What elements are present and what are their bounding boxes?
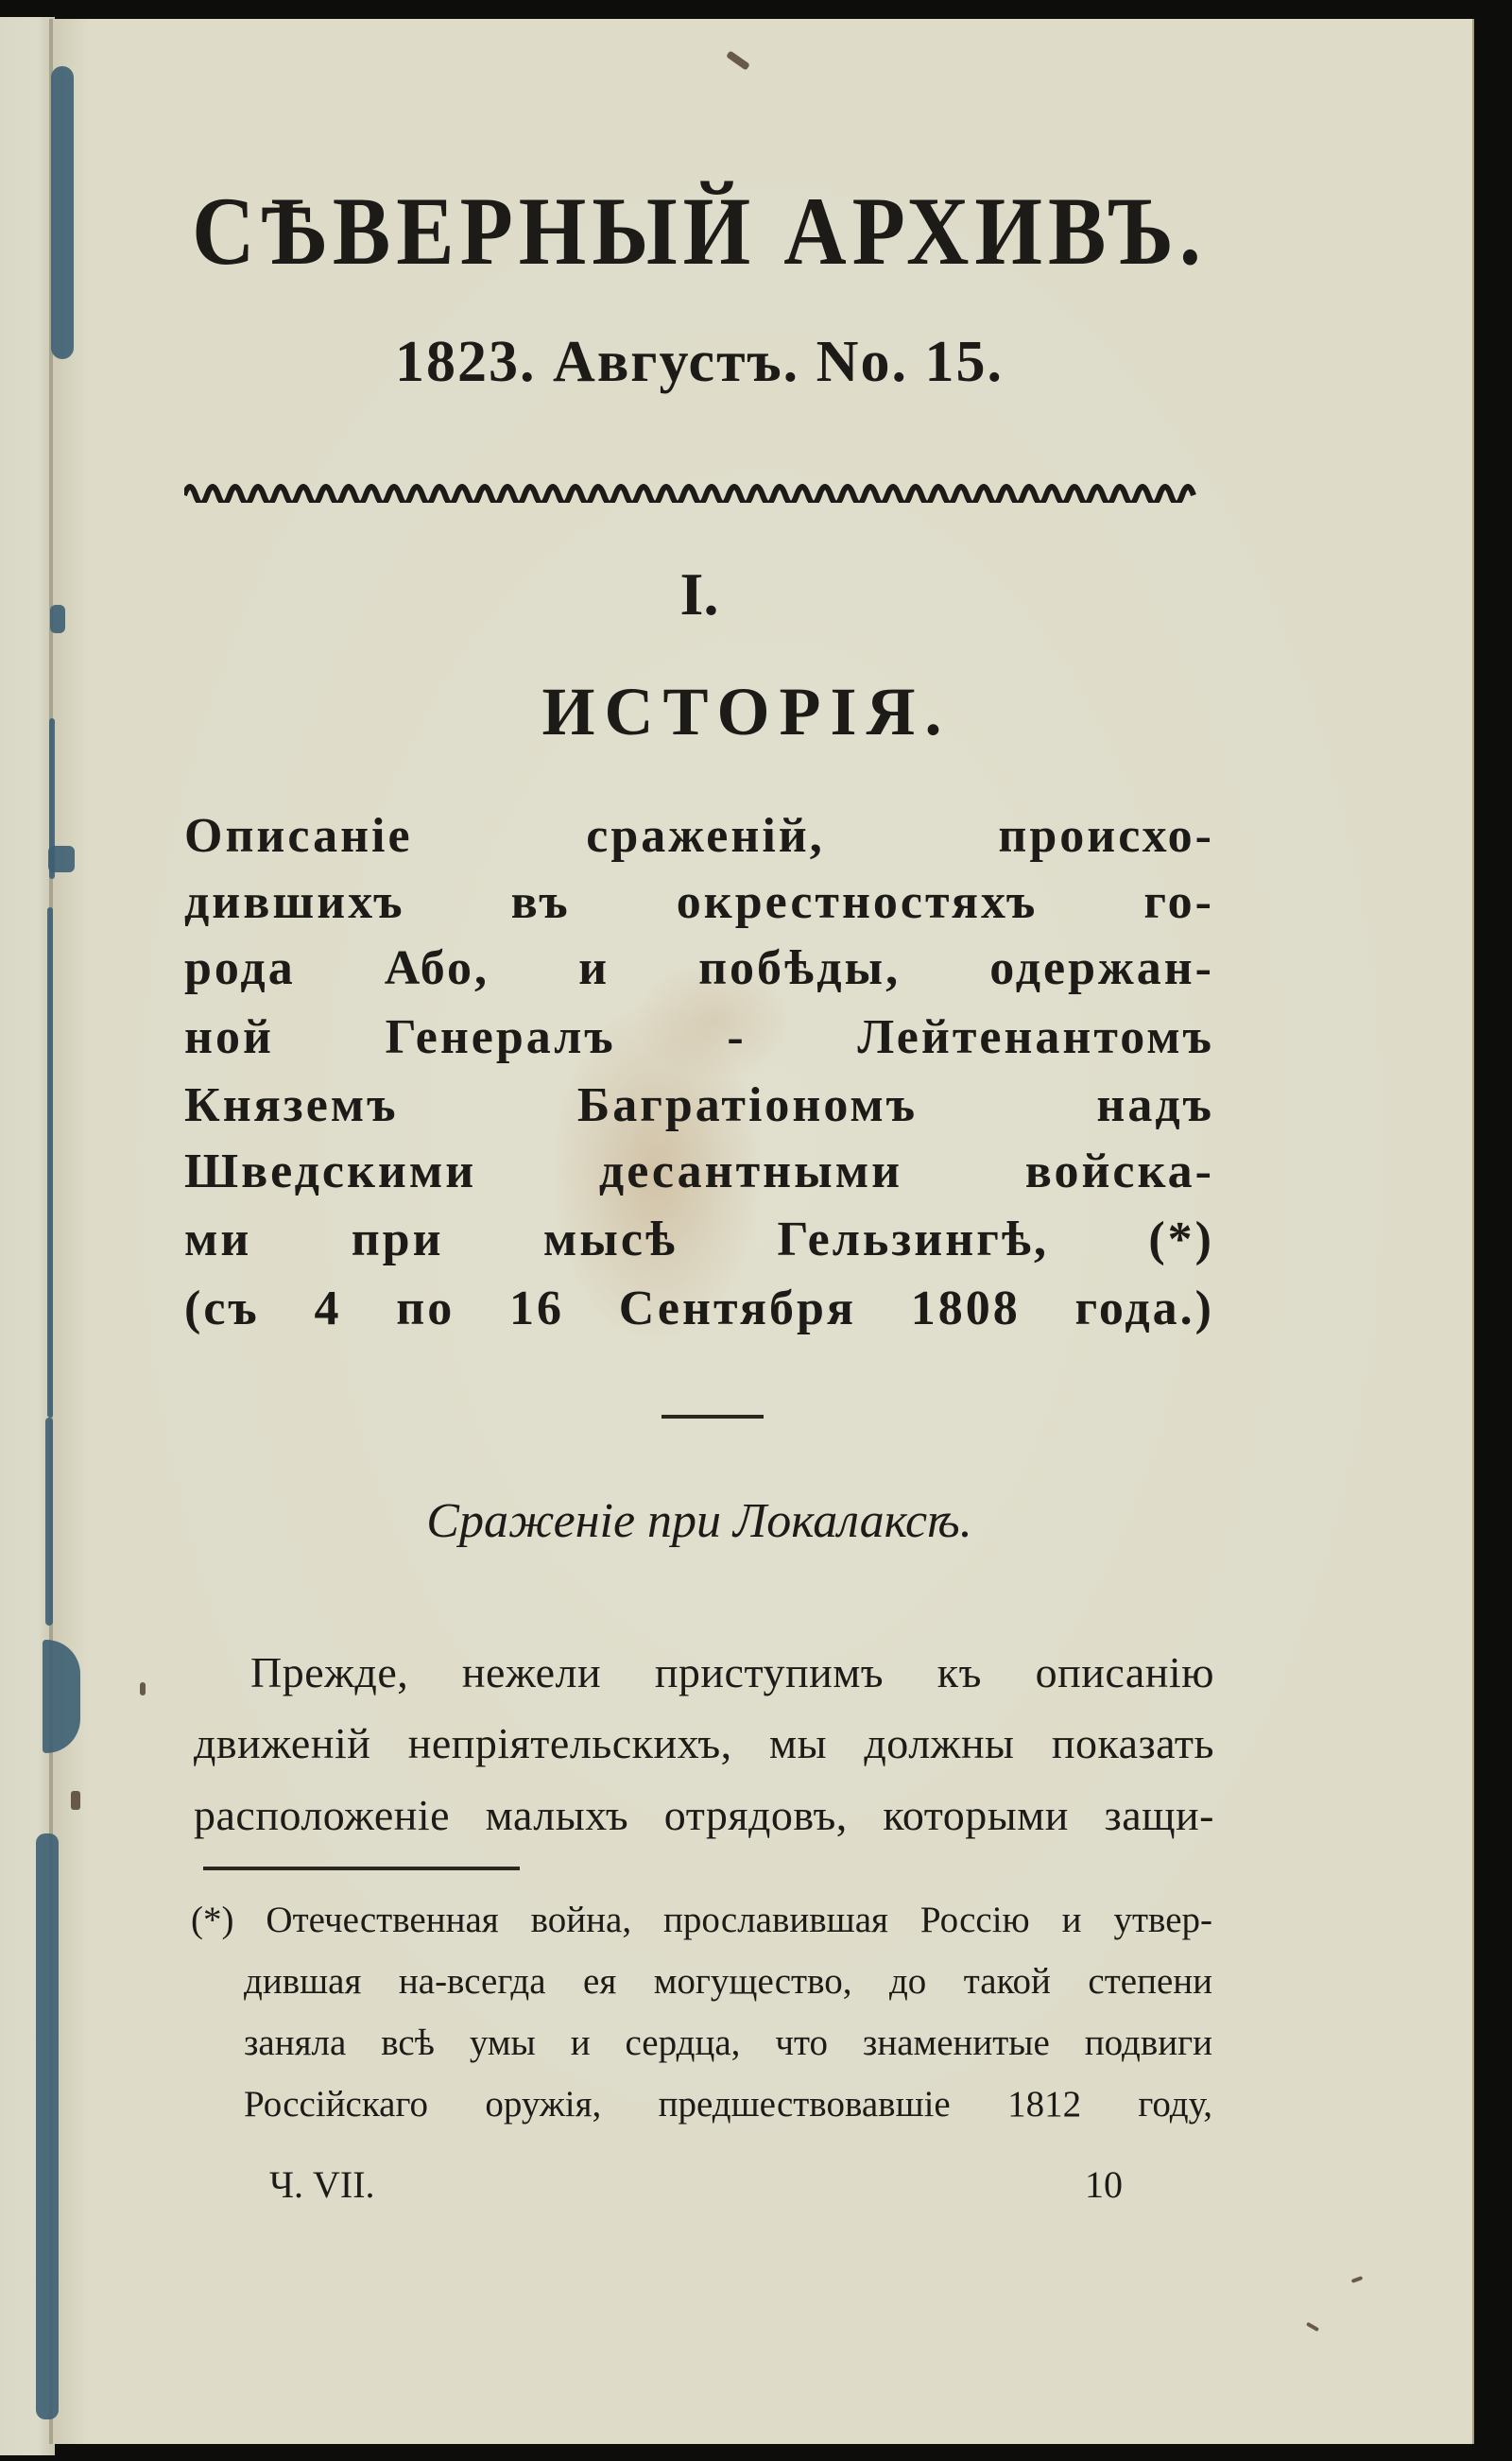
ornamental-wavy-rule — [184, 474, 1197, 503]
article-title-line: ной Генералъ - Лейтенантомъ — [184, 1010, 1214, 1064]
section-number: I. — [679, 560, 719, 628]
footnote-rule — [203, 1867, 520, 1870]
binding-stain — [48, 846, 75, 872]
article-title-line: дившихъ въ окрестностяхъ го- — [184, 875, 1214, 929]
signature-mark: Ч. VII. — [269, 2163, 375, 2206]
binding-stain — [50, 605, 65, 633]
issue-line: 1823. Августъ. No. 15. — [395, 330, 1004, 394]
body-line: расположеніе малыхъ отрядовъ, которыми защи- — [194, 1791, 1214, 1839]
article-title-line: ми при мысѣ Гельзингѣ, (*) — [184, 1213, 1214, 1266]
footnote-line: заняла всѣ умы и сердца, что знаменитые подвиги — [244, 2022, 1212, 2063]
binding-stain — [43, 1640, 80, 1753]
footnote-line: Россійскаго оружія, предшествовавшіе 1812 году, — [244, 2084, 1212, 2125]
footnote-line: (*) Отечественная война, прославившая Россію и утвер- — [191, 1900, 1212, 1940]
paper-speck — [71, 1791, 80, 1810]
sheet-number: 10 — [1085, 2163, 1123, 2206]
section-title: ИСТОРІЯ. — [541, 674, 952, 749]
article-title-line: Княземъ Багратіономъ надъ — [184, 1078, 1214, 1132]
article-title-line: рода Або, и побѣды, одержан- — [184, 941, 1214, 995]
binding-stain — [51, 66, 74, 359]
journal-title: СѢВЕРНЫЙ АРХИВЪ. — [192, 177, 1207, 285]
section-divider-rule — [662, 1415, 764, 1419]
binding-stain — [45, 1418, 53, 1626]
footnote-line: дившая на-всегда ея могущество, до такой степени — [244, 1961, 1212, 2002]
article-title-line: (съ 4 по 16 Сентября 1808 года.) — [184, 1282, 1214, 1335]
binding-stain — [47, 907, 53, 1418]
paper-speck — [140, 1682, 146, 1695]
binding-stain — [36, 1833, 59, 2419]
body-line: движеній непріятельскихъ, мы должны показать — [194, 1719, 1214, 1767]
article-title-line: Описаніе сраженій, происхо- — [184, 809, 1214, 863]
subheading: Сраженіе при Локалаксѣ. — [426, 1494, 972, 1548]
article-title-line: Шведскими десантными войска- — [184, 1144, 1214, 1198]
body-line: Прежде, нежели приступимъ къ описанію — [250, 1648, 1214, 1696]
